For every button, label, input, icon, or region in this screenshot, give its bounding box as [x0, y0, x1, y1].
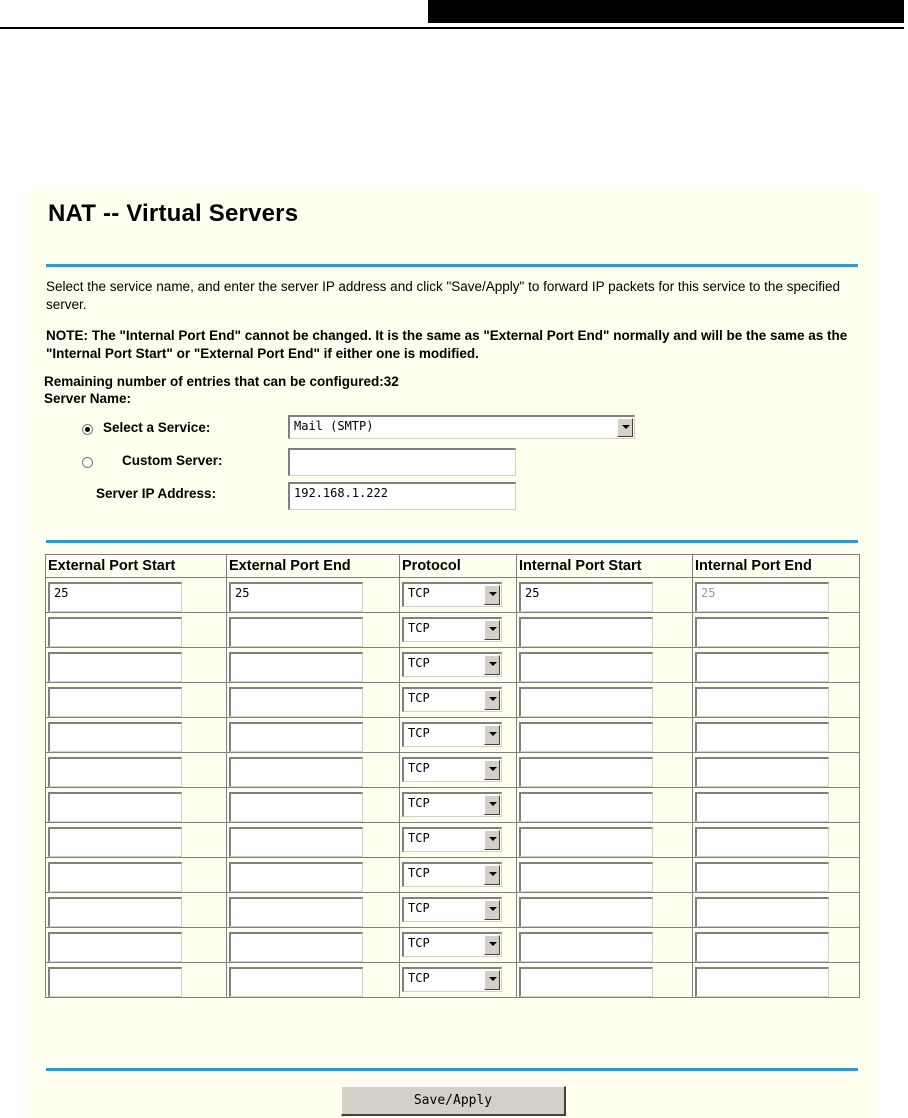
- protocol-select[interactable]: [402, 792, 502, 817]
- table-row: [46, 613, 860, 648]
- external-port-start-input[interactable]: [48, 862, 182, 892]
- protocol-select-value: TCP: [408, 656, 430, 670]
- protocol-select-value: TCP: [408, 866, 430, 880]
- chevron-down-icon[interactable]: [484, 760, 500, 780]
- table-cell: [227, 928, 400, 963]
- table-cell: [46, 858, 227, 893]
- col-header-internal-port-start: Internal Port Start: [517, 555, 693, 578]
- table-cell: [693, 858, 860, 893]
- table-header-row: [46, 555, 860, 578]
- table-row: [46, 753, 860, 788]
- col-header-external-port-end: External Port End: [227, 555, 400, 578]
- internal-port-start-input[interactable]: 25: [519, 582, 653, 612]
- table-cell: [517, 683, 693, 718]
- chevron-down-icon[interactable]: [617, 418, 633, 437]
- internal-port-end-input: [695, 862, 829, 892]
- table-cell: [46, 823, 227, 858]
- protocol-select-value: TCP: [408, 971, 430, 985]
- table-row: [46, 788, 860, 823]
- table-cell: [400, 788, 517, 823]
- external-port-end-input[interactable]: [229, 757, 363, 787]
- internal-port-end-input: [695, 722, 829, 752]
- table-cell: [227, 578, 400, 613]
- table-cell: [46, 683, 227, 718]
- table-cell: [400, 613, 517, 648]
- table-cell: [517, 893, 693, 928]
- external-port-end-input[interactable]: [229, 967, 363, 997]
- protocol-select-value: TCP: [408, 901, 430, 915]
- page-title: NAT -- Virtual Servers: [48, 200, 299, 227]
- table-cell: [46, 788, 227, 823]
- table-cell: [517, 928, 693, 963]
- external-port-start-input[interactable]: [48, 722, 182, 752]
- external-port-start-input[interactable]: [48, 617, 182, 647]
- table-cell: [400, 578, 517, 613]
- port-rows: [46, 578, 860, 998]
- custom-server-label: Custom Server:: [122, 453, 223, 468]
- header-rule: [0, 27, 904, 29]
- protocol-select-value: TCP: [408, 761, 430, 775]
- table-cell: [693, 788, 860, 823]
- description-text: Select the service name, and enter the server IP address and click "Save/Apply" to forward IP packets for this service to the specified server.: [46, 279, 840, 312]
- internal-port-start-input[interactable]: [519, 792, 653, 822]
- chevron-down-icon[interactable]: [484, 725, 500, 745]
- table-cell: [227, 823, 400, 858]
- remaining-entries-text: Remaining number of entries that can be configured:32: [44, 374, 399, 389]
- server-ip-input[interactable]: 192.168.1.222: [288, 482, 516, 510]
- table-cell: [400, 823, 517, 858]
- table-cell: [46, 893, 227, 928]
- select-service-radio[interactable]: [82, 424, 93, 435]
- internal-port-end-input: [695, 827, 829, 857]
- internal-port-end-input: [695, 652, 829, 682]
- service-select[interactable]: [288, 415, 635, 439]
- table-cell: [693, 823, 860, 858]
- internal-port-end-input: 25: [695, 582, 829, 612]
- col-header-external-port-start: External Port Start: [46, 555, 227, 578]
- table-cell: [517, 648, 693, 683]
- internal-port-start-input[interactable]: [519, 757, 653, 787]
- chevron-down-icon[interactable]: [484, 970, 500, 990]
- protocol-select[interactable]: [402, 582, 502, 607]
- custom-server-input[interactable]: [288, 448, 516, 476]
- protocol-select-value: TCP: [408, 691, 430, 705]
- custom-server-radio[interactable]: [82, 457, 93, 468]
- table-cell: [693, 753, 860, 788]
- save-apply-button[interactable]: Save/Apply: [341, 1086, 566, 1116]
- external-port-end-input[interactable]: [229, 617, 363, 647]
- external-port-end-input[interactable]: [229, 827, 363, 857]
- chevron-down-icon[interactable]: [484, 900, 500, 920]
- protocol-select[interactable]: [402, 617, 502, 642]
- protocol-select[interactable]: [402, 967, 502, 992]
- col-header-internal-port-end: Internal Port End: [693, 555, 860, 578]
- table-cell: [46, 753, 227, 788]
- internal-port-end-input: [695, 932, 829, 962]
- internal-port-start-input[interactable]: [519, 827, 653, 857]
- protocol-select[interactable]: [402, 722, 502, 747]
- table-cell: [400, 858, 517, 893]
- protocol-select[interactable]: [402, 757, 502, 782]
- table-cell: [693, 613, 860, 648]
- internal-port-start-input[interactable]: [519, 652, 653, 682]
- external-port-end-input[interactable]: [229, 722, 363, 752]
- table-cell: [517, 578, 693, 613]
- table-cell: [693, 718, 860, 753]
- external-port-start-input[interactable]: [48, 757, 182, 787]
- table-cell: [227, 753, 400, 788]
- protocol-select-value: TCP: [408, 831, 430, 845]
- protocol-select[interactable]: [402, 827, 502, 852]
- external-port-end-input[interactable]: [229, 862, 363, 892]
- table-cell: [227, 788, 400, 823]
- port-mapping-table: [45, 554, 860, 998]
- external-port-start-input[interactable]: [48, 792, 182, 822]
- chevron-down-icon[interactable]: [484, 655, 500, 675]
- table-cell: [227, 893, 400, 928]
- table-cell: [46, 928, 227, 963]
- server-name-label: Server Name:: [44, 391, 132, 406]
- server-ip-label: Server IP Address:: [96, 486, 217, 501]
- chevron-down-icon[interactable]: [484, 830, 500, 850]
- chevron-down-icon[interactable]: [484, 690, 500, 710]
- col-header-protocol: Protocol: [400, 555, 517, 578]
- table-cell: [517, 963, 693, 998]
- internal-port-start-input[interactable]: [519, 932, 653, 962]
- protocol-select-value: TCP: [408, 796, 430, 810]
- table-row: [46, 718, 860, 753]
- table-cell: [227, 963, 400, 998]
- virtual-servers-panel: [26, 190, 878, 1118]
- table-row: [46, 858, 860, 893]
- divider: [46, 1068, 858, 1071]
- table-cell: [693, 578, 860, 613]
- internal-port-start-input[interactable]: [519, 722, 653, 752]
- protocol-select[interactable]: [402, 897, 502, 922]
- table-row: [46, 893, 860, 928]
- external-port-start-input[interactable]: 25: [48, 582, 182, 612]
- chevron-down-icon[interactable]: [484, 865, 500, 885]
- internal-port-end-input: [695, 687, 829, 717]
- table-cell: [46, 648, 227, 683]
- table-row: [46, 963, 860, 998]
- table-cell: [46, 578, 227, 613]
- external-port-end-input[interactable]: [229, 932, 363, 962]
- internal-port-start-input[interactable]: [519, 687, 653, 717]
- internal-port-end-input: [695, 617, 829, 647]
- table-row: [46, 578, 860, 613]
- internal-port-end-input: [695, 967, 829, 997]
- external-port-start-input[interactable]: [48, 827, 182, 857]
- protocol-select[interactable]: [402, 652, 502, 677]
- external-port-end-input[interactable]: [229, 687, 363, 717]
- protocol-select[interactable]: [402, 687, 502, 712]
- table-cell: [517, 788, 693, 823]
- table-cell: [517, 613, 693, 648]
- table-row: [46, 683, 860, 718]
- table-cell: [400, 718, 517, 753]
- external-port-start-input[interactable]: [48, 652, 182, 682]
- protocol-select-value: TCP: [408, 726, 430, 740]
- chevron-down-icon[interactable]: [484, 935, 500, 955]
- internal-port-end-input: [695, 792, 829, 822]
- select-service-label: Select a Service:: [103, 420, 211, 435]
- table-cell: [400, 683, 517, 718]
- table-row: [46, 648, 860, 683]
- table-cell: [227, 648, 400, 683]
- internal-port-start-input[interactable]: [519, 617, 653, 647]
- external-port-end-input[interactable]: [229, 652, 363, 682]
- table-cell: [693, 683, 860, 718]
- table-cell: [517, 823, 693, 858]
- internal-port-end-input: [695, 897, 829, 927]
- internal-port-start-input[interactable]: [519, 862, 653, 892]
- table-cell: [46, 718, 227, 753]
- service-select-value: Mail (SMTP): [294, 419, 374, 433]
- table-cell: [517, 718, 693, 753]
- protocol-select[interactable]: [402, 862, 502, 887]
- external-port-start-input[interactable]: [48, 932, 182, 962]
- external-port-start-input[interactable]: [48, 897, 182, 927]
- external-port-end-input[interactable]: [229, 792, 363, 822]
- internal-port-start-input[interactable]: [519, 897, 653, 927]
- table-cell: [400, 963, 517, 998]
- protocol-select-value: TCP: [408, 586, 430, 600]
- external-port-end-input[interactable]: 25: [229, 582, 363, 612]
- table-cell: [400, 648, 517, 683]
- internal-port-start-input[interactable]: [519, 967, 653, 997]
- table-cell: [517, 858, 693, 893]
- chevron-down-icon[interactable]: [484, 585, 500, 605]
- table-cell: [227, 613, 400, 648]
- external-port-start-input[interactable]: [48, 687, 182, 717]
- table-cell: [693, 928, 860, 963]
- internal-port-end-input: [695, 757, 829, 787]
- table-cell: [46, 613, 227, 648]
- table-cell: [693, 893, 860, 928]
- table-cell: [400, 753, 517, 788]
- protocol-select-value: TCP: [408, 621, 430, 635]
- table-cell: [400, 928, 517, 963]
- table-row: [46, 823, 860, 858]
- note-text: NOTE: The "Internal Port End" cannot be changed. It is the same as "External Port End" normally and will be the same as the "Internal Port Start" or "External Port End" if either one is modified.: [46, 328, 848, 361]
- table-cell: [227, 718, 400, 753]
- table-cell: [693, 963, 860, 998]
- divider: [46, 264, 858, 267]
- table-cell: [693, 648, 860, 683]
- table-row: [46, 928, 860, 963]
- table-cell: [400, 893, 517, 928]
- external-port-end-input[interactable]: [229, 897, 363, 927]
- table-cell: [227, 858, 400, 893]
- table-cell: [517, 753, 693, 788]
- table-cell: [227, 683, 400, 718]
- protocol-select[interactable]: [402, 932, 502, 957]
- header-black-bar: [428, 0, 904, 23]
- chevron-down-icon[interactable]: [484, 795, 500, 815]
- external-port-start-input[interactable]: [48, 967, 182, 997]
- chevron-down-icon[interactable]: [484, 620, 500, 640]
- divider: [46, 540, 858, 543]
- protocol-select-value: TCP: [408, 936, 430, 950]
- table-cell: [46, 963, 227, 998]
